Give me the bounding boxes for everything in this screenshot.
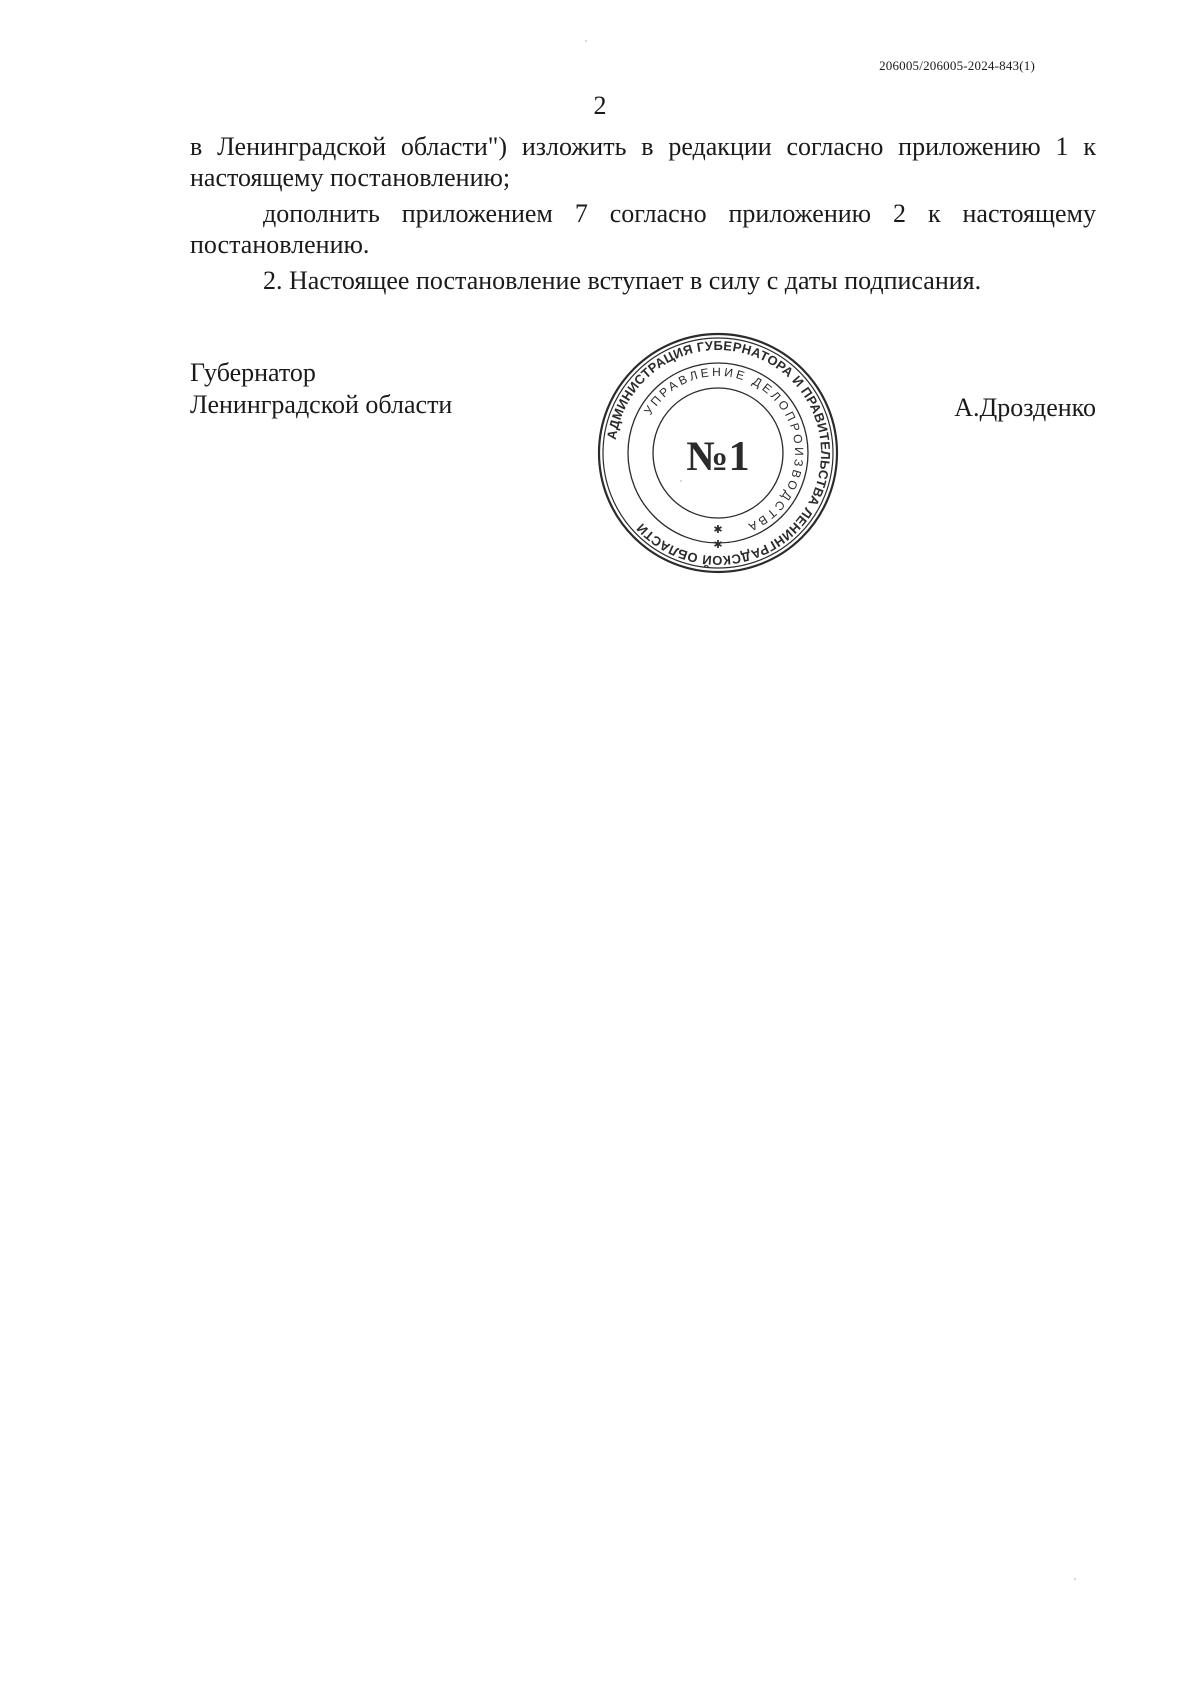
scan-speck [585, 40, 587, 42]
seal-outer-text: АДМИНИСТРАЦИЯ ГУБЕРНАТОРА И ПРАВИТЕЛЬСТВА ЛЕНИНГРАДСКОЙ ОБЛАСТИ [603, 337, 834, 569]
signatory-position [190, 357, 452, 421]
scan-speck [1074, 1578, 1076, 1580]
scan-speck [680, 480, 682, 482]
body-paragraph-1: в Ленинградской области") изложить в редакции согласно приложению 1 к настоящему постановлению; [190, 132, 1096, 192]
document-body [190, 131, 1096, 296]
signatory-name: А.Дрозденко [954, 393, 1096, 422]
body-paragraph-3: 2. Настоящее постановление вступает в силу с даты подписания. [263, 266, 982, 295]
seal-star-icon: ✱ [713, 538, 723, 551]
signatory-position-line-1: Губернатор [190, 358, 316, 387]
page-number: 2 [593, 91, 607, 120]
official-seal-stamp [595, 330, 841, 576]
seal-inner-text: УПРАВЛЕНИЕ ДЕЛОПРОИЗВОДСТВА [641, 364, 807, 536]
document-id: 206005/206005-2024-843(1) [879, 58, 1035, 73]
seal-star-icon: ✱ [713, 523, 723, 536]
body-paragraph-2: дополнить приложением 7 согласно приложению 2 к настоящему постановлению. [190, 199, 1096, 259]
seal-number: №1 [686, 434, 750, 480]
signatory-position-line-2: Ленинградской области [190, 390, 453, 419]
